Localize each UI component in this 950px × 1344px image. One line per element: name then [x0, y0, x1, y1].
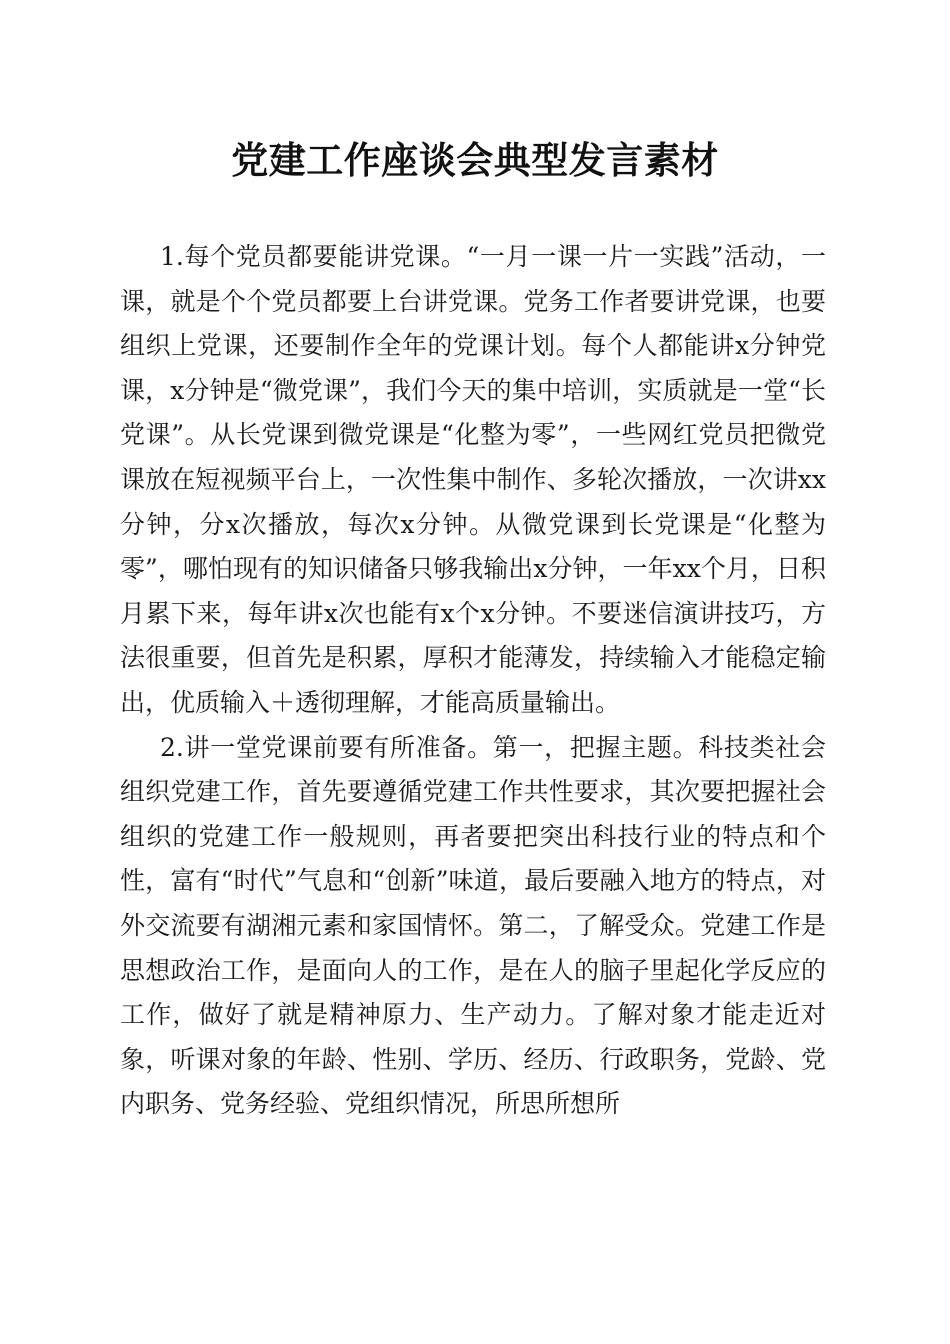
paragraph-2: 2.讲一堂党课前要有所准备。第一，把握主题。科技类社会组织党建工作，首先要遵循党建工作共性要求，其次要把握社会组织的党建工作一般规则，再者要把突出科技行业的特点和个性，富有“时代”气息和“创新”味道，最后要融入地方的特点，对外交流要有湖湘元素和家国情怀。第二，了解受众。党建工作是思想政治工作，是面向人的工作，是在人的脑子里起化学反应的工作，做好了就是精神原力、生产动力。了解对象才能走近对象，听课对象的年龄、性别、学历、经历、行政职务，党龄、党内职务、党务经验、党组织情况，所思所想所 [120, 732, 826, 1119]
document-body [120, 235, 826, 1127]
paragraph-1: 1.每个党员都要能讲党课。“一月一课一片一实践”活动，一课，就是个个党员都要上台讲党课。党务工作者要讲党课，也要组织上党课，还要制作全年的党课计划。每个人都能讲x分钟党课，x分钟是“微党课”，我们今天的集中培训，实质就是一堂“长党课”。从长党课到微党课是“化整为零”，一些网红党员把微党课放在短视频平台上，一次性集中制作、多轮次播放，一次讲xx分钟，分x次播放，每次x分钟。从微党课到长党课是“化整为零”，哪怕现有的知识储备只够我输出x分钟，一年xx个月，日积月累下来，每年讲x次也能有x个x分钟。不要迷信演讲技巧，方法很重要，但首先是积累，厚积才能薄发，持续输入才能稳定输出，优质输入＋透彻理解，才能高质量输出。 [120, 242, 826, 717]
document-title: 党建工作座谈会典型发言素材 [231, 138, 719, 182]
